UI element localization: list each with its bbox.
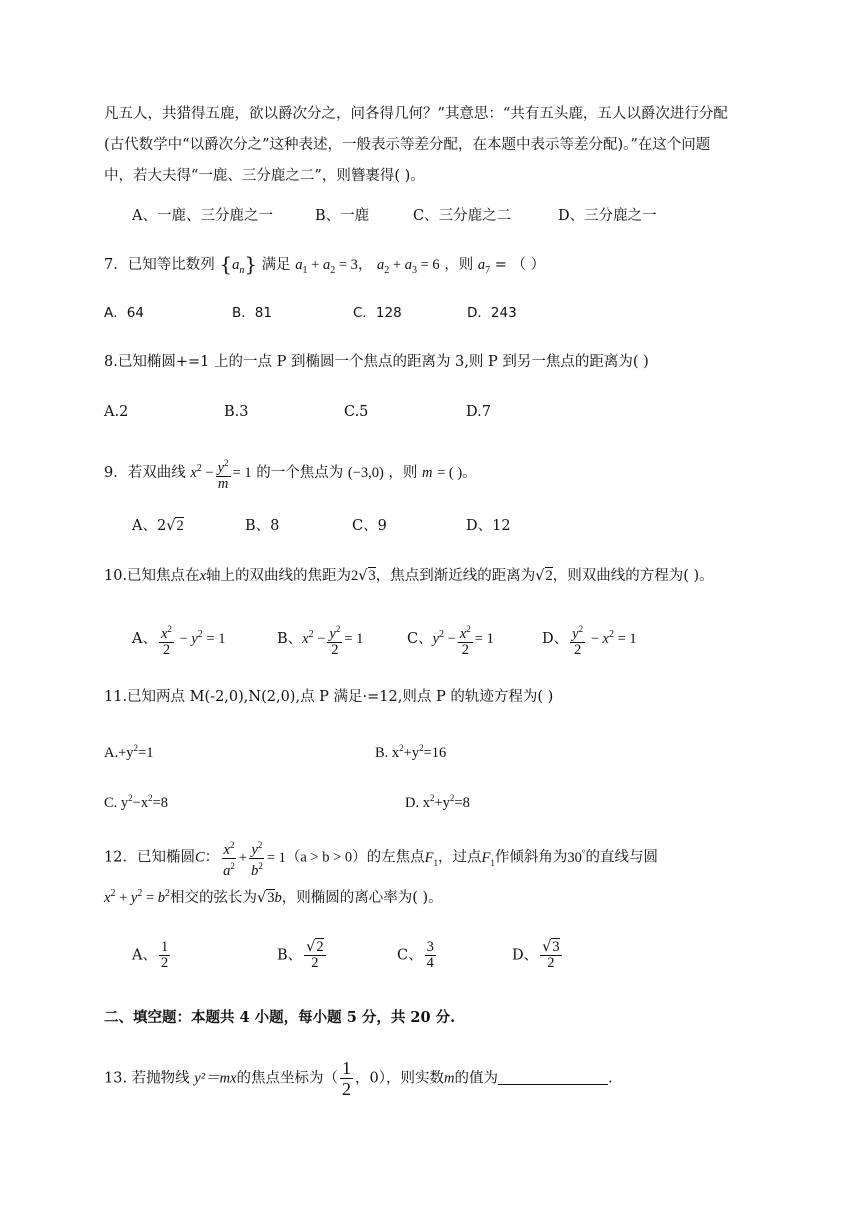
q11-option-d-text: D. x bbox=[405, 794, 430, 811]
q7-option-d: D．243 bbox=[467, 305, 517, 321]
q11-option-a-tail: =1 bbox=[138, 744, 154, 761]
q10-prefix: 10.已知焦点在 bbox=[104, 568, 200, 584]
q12-option-d-label: D、 bbox=[512, 947, 539, 964]
q10-option-d-label: D、 bbox=[542, 631, 569, 648]
q8-option-d: D.7 bbox=[466, 404, 491, 420]
q11-option-b-text: B. x bbox=[375, 744, 400, 761]
q12-option-b: B、 $\frac{√2}{2}$ bbox=[277, 939, 324, 971]
q11-option-b bbox=[375, 738, 446, 763]
q8-option-b: B.3 bbox=[224, 404, 249, 420]
q7-option-a: A．64 bbox=[104, 305, 144, 321]
q7-formula-2: $a_2 + a_3$ bbox=[377, 257, 417, 276]
q9-ask: = ( )。 bbox=[437, 465, 477, 482]
q12-prefix: 12．已知椭圆 bbox=[104, 849, 195, 866]
q12-option-a-label: A、 bbox=[132, 947, 157, 964]
q11-option-d-sup-2: 2 bbox=[449, 793, 455, 803]
q11-option-b-sup-2: 2 bbox=[419, 743, 424, 753]
q9-option-c: C、9 bbox=[352, 518, 387, 534]
q13-prefix: 13. 若抛物线 bbox=[104, 1070, 190, 1087]
q12-t4: 的直线与圆 bbox=[585, 849, 658, 866]
q12-c: C bbox=[194, 849, 205, 866]
q12-t3: 作倾斜角为 bbox=[494, 849, 568, 866]
intro-line-2: (古代数学中“以爵次分之”这种表述，一般表示等差分配，在本题中表示等差分配)。”在这个问题 bbox=[104, 137, 711, 153]
intro-option-d: D、三分鹿之一 bbox=[558, 208, 657, 224]
q12-t1: 的左焦点 bbox=[366, 849, 425, 866]
q10-option-a-label: A、 bbox=[132, 631, 157, 648]
q10-t3: ，则双曲线的方程为( )。 bbox=[552, 568, 714, 584]
q7-tail: ，则 bbox=[444, 257, 474, 273]
q9-prefix: 9．若双曲线 bbox=[104, 465, 186, 482]
q11-option-c-tail: =8 bbox=[152, 794, 169, 811]
q11-option-d-mid: +y bbox=[434, 794, 450, 811]
q10-distance: √2 bbox=[535, 568, 553, 584]
q8-option-a: A.2 bbox=[104, 404, 129, 420]
q9-m: m bbox=[422, 465, 433, 482]
q10-option-b-label: B、 bbox=[277, 631, 303, 648]
q10-option-b: B、$x^2$ − $\frac{y^2}{2}$ = 1 bbox=[277, 624, 364, 658]
q12-angle-value: 30 bbox=[567, 849, 582, 866]
q12-t2: ，过点 bbox=[438, 849, 482, 866]
q7-option-c: C．128 bbox=[353, 305, 402, 321]
q12-option-c: C、 $\frac{3}{4}$ bbox=[397, 939, 434, 971]
q13-fraction: $\frac{1}{2}$ bbox=[341, 1058, 351, 1099]
q11-option-c-sup-1: 2 bbox=[128, 793, 133, 803]
q13-eq: y²＝mx bbox=[194, 1070, 237, 1087]
q12-chord: √3b bbox=[257, 889, 282, 906]
question-12-line-2 bbox=[104, 884, 443, 908]
q12-f1: $F_1$ bbox=[424, 849, 439, 868]
q11-option-d-tail: =8 bbox=[454, 794, 470, 811]
q13-mid: 的焦点坐标为（ bbox=[236, 1070, 338, 1087]
q7-formula-1: $a_1 + a_2$ bbox=[295, 257, 336, 276]
q9-option-b: B、8 bbox=[245, 518, 280, 534]
q13-answer-blank[interactable] bbox=[498, 1070, 608, 1085]
q12-cond: （a > b > 0） bbox=[285, 849, 367, 866]
q11-option-b-tail: =16 bbox=[423, 744, 447, 761]
q7-prefix: 7．已知等比数列 bbox=[104, 257, 215, 273]
q10-t2: ，焦点到渐近线的距离为 bbox=[375, 568, 536, 584]
q9-option-a bbox=[132, 516, 184, 536]
question-10 bbox=[104, 566, 714, 586]
question-9 bbox=[104, 456, 477, 492]
q12-angle: 30° bbox=[567, 847, 586, 866]
q12-option-b-label: B、 bbox=[277, 947, 303, 964]
q7-option-b: B．81 bbox=[232, 305, 272, 321]
q11-option-a bbox=[104, 738, 153, 763]
question-7 bbox=[104, 254, 545, 281]
q13-tail: ，0），则实数 bbox=[354, 1070, 444, 1087]
q11-option-c bbox=[104, 788, 168, 813]
q13-var: m bbox=[443, 1070, 455, 1087]
q11-option-c-text: C. y bbox=[104, 794, 129, 811]
q9-tail: ，则 bbox=[388, 465, 418, 482]
q11-option-c-sup-2: 2 bbox=[148, 793, 153, 803]
q12-option-a: A、 $\frac{1}{2}$ bbox=[132, 939, 169, 971]
q12-circle: $x^2 + y^2 = b^2$ bbox=[104, 888, 170, 906]
q11-option-a-text: A.+y bbox=[104, 744, 134, 761]
q12-f1-b: $F_1$ bbox=[481, 849, 495, 868]
q7-mid: 满足 bbox=[261, 257, 291, 273]
intro-line-3: 中，若大夫得“一鹿、三分鹿之二”，则簪裹得( )。 bbox=[104, 168, 425, 184]
q13-period: . bbox=[607, 1070, 613, 1087]
q11-option-b-mid: +y bbox=[403, 744, 420, 761]
q10-t1: 轴上的双曲线的焦距为 bbox=[206, 568, 351, 584]
q11-option-d-sup-1: 2 bbox=[429, 793, 435, 803]
intro-option-a: A、一鹿、三分鹿之一 bbox=[132, 208, 273, 224]
q10-option-d: D、 $\frac{y^2}{2}$ − $x^2 = 1$ bbox=[542, 624, 637, 658]
q9-option-a-radical: √2 bbox=[166, 518, 184, 534]
q11-option-b-sup-1: 2 bbox=[399, 743, 404, 753]
q10-option-a: A、 $\frac{x^2}{2}$ − $y^2 = 1$ bbox=[132, 624, 226, 658]
q11-option-d bbox=[405, 788, 470, 813]
intro-line-1: 凡五人，共猎得五鹿，欲以爵次分之，问各得几何？”其意思：“共有五头鹿，五人以爵次进行分配 bbox=[104, 106, 728, 122]
q13-end: 的值为 bbox=[454, 1070, 498, 1087]
q12-option-d: D、 $\frac{√3}{2}$ bbox=[512, 939, 560, 971]
intro-option-c: C、三分鹿之二 bbox=[413, 208, 512, 224]
q7-cond-2: = 6 bbox=[420, 257, 440, 273]
q12-line2-b: ，则椭圆的离心率为( )。 bbox=[281, 889, 443, 906]
question-13 bbox=[104, 1058, 613, 1099]
q9-equation: $x^2$ − $\frac{y^2}{m}$ = 1 bbox=[190, 458, 252, 492]
q7-a7: $a_7$ bbox=[477, 257, 491, 276]
q9-point: (−3,0) bbox=[347, 465, 384, 482]
q12-ellipse: $\frac{x^2}{a^2}$ + $\frac{y^2}{b^2}$ = 1 bbox=[223, 840, 286, 879]
q11-option-a-sup: 2 bbox=[133, 743, 139, 753]
q11-option-c-mid: −x bbox=[132, 794, 149, 811]
q8-option-c: C.5 bbox=[344, 404, 369, 420]
q10-option-c: C、$y^2$ − $\frac{x^2}{2}$ = 1 bbox=[407, 624, 494, 658]
question-8: 8.已知椭圆+=1 上的一点 P 到椭圆一个焦点的距离为 3,则 P 到另一焦点的距离为( ) bbox=[104, 354, 649, 370]
q12-line2-a: 相交的弦长为 bbox=[170, 889, 257, 906]
question-11: 11.已知两点 M(-2,0),N(2,0),点 P 满足·=12,则点 P 的轨迹方程为( ) bbox=[104, 689, 554, 705]
q7-cond-1: = 3， bbox=[338, 257, 373, 273]
q10-focal-length: 2√3 bbox=[351, 568, 376, 584]
q9-option-d: D、12 bbox=[466, 518, 511, 534]
intro-option-b: B、一鹿 bbox=[315, 208, 370, 224]
q10-option-c-label: C、 bbox=[407, 631, 433, 648]
q7-ask: = （ ） bbox=[494, 257, 546, 273]
question-12: 12．已知椭圆C： $\frac{x^2}{a^2}$ + $\frac{y^2}{b^2}$ = 1（a > b > 0）的左焦点$F_1$，过点$F_1$作倾斜角为30°的直线与圆 bbox=[104, 840, 658, 879]
q12-option-c-label: C、 bbox=[397, 947, 423, 964]
section-2-heading: 二、填空题：本题共 4 小题，每小题 5 分，共 20 分. bbox=[104, 1009, 456, 1026]
q7-sequence: $\{a_n\}$ bbox=[219, 252, 258, 276]
q9-option-a-label: A、2 bbox=[132, 518, 167, 534]
q9-mid: 的一个焦点为 bbox=[256, 465, 344, 482]
q10-axis: x bbox=[199, 568, 206, 584]
